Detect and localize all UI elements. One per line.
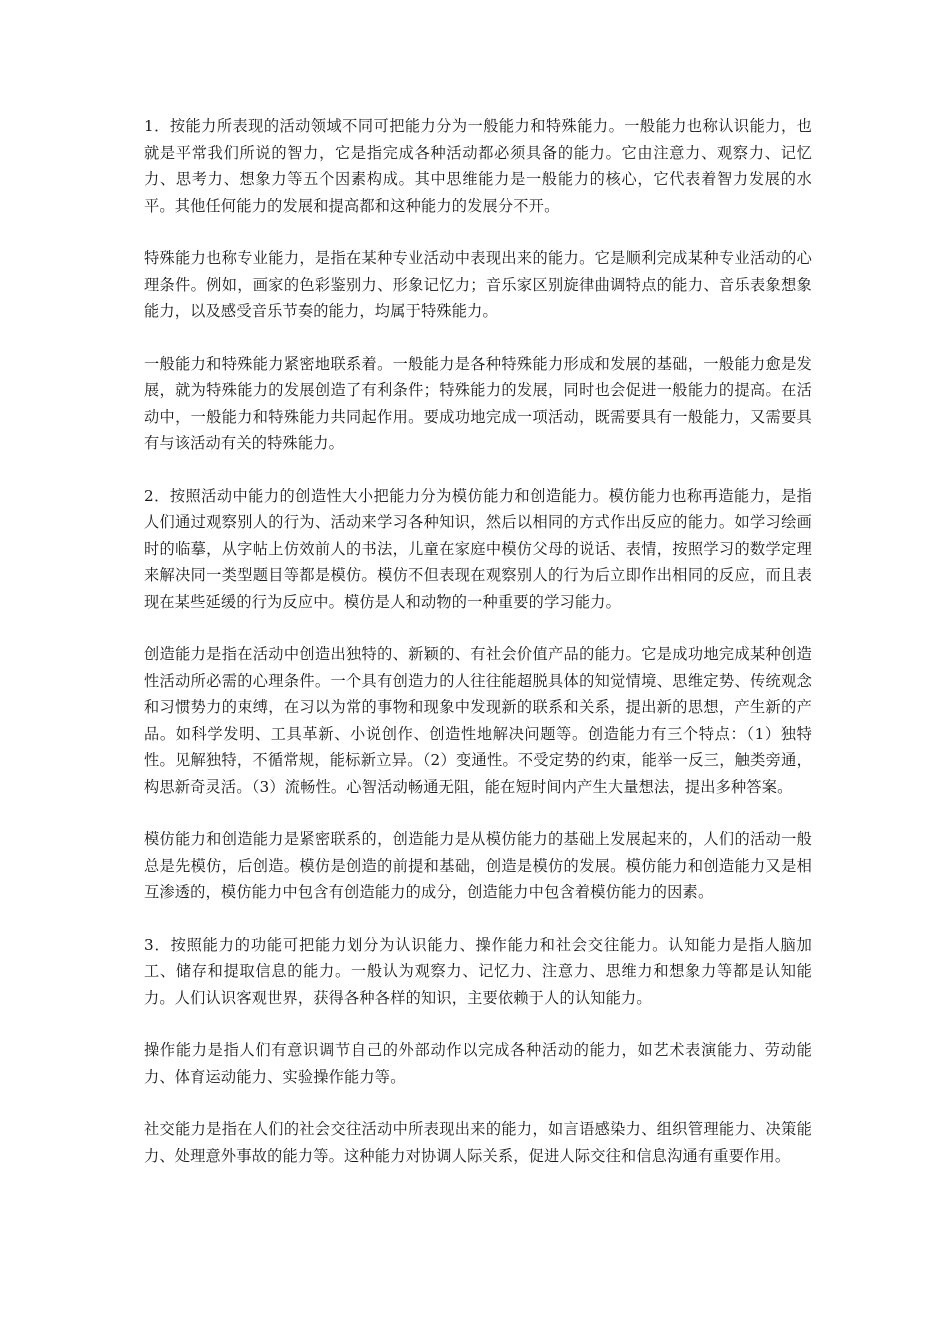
paragraph-special-ability: 特殊能力也称专业能力，是指在某种专业活动中表现出来的能力。它是顺利完成某种专业活动的心理条件。例如，画家的色彩鉴别力、形象记忆力；音乐家区别旋律曲调特点的能力、音乐表象想象能力，以及感受音乐节奏的能力，均属于特殊能力。	[144, 249, 812, 320]
paragraph-imitation-creative-relation: 模仿能力和创造能力是紧密联系的，创造能力是从模仿能力的基础上发展起来的，人们的活动一般总是先模仿，后创造。模仿是创造的前提和基础，创造是模仿的发展。模仿能力和创造能力又是相互渗透的，模仿能力中包含有创造能力的成分，创造能力中包含着模仿能力的因素。	[144, 830, 812, 901]
paragraph-general-special-relation: 一般能力和特殊能力紧密地联系着。一般能力是各种特殊能力形成和发展的基础，一般能力愈是发展，就为特殊能力的发展创造了有利条件；特殊能力的发展，同时也会促进一般能力的提高。在活动中，一般能力和特殊能力共同起作用。要成功地完成一项活动，既需要具有一般能力，又需要具有与该活动有关的特殊能力。	[144, 354, 812, 452]
paragraph-general-and-special-ability: 1．按能力所表现的活动领域不同可把能力分为一般能力和特殊能力。一般能力也称认识能力，也就是平常我们所说的智力，它是指完成各种活动都必须具备的能力。它由注意力、观察力、记忆力、思考力、想象力等五个因素构成。其中思维能力是一般能力的核心，它代表着智力发展的水平。其他任何能力的发展和提高都和这种能力的发展分不开。	[144, 117, 812, 215]
paragraph-social-ability: 社交能力是指在人们的社会交往活动中所表现出来的能力，如言语感染力、组织管理能力、决策能力、处理意外事故的能力等。这种能力对协调人际关系，促进人际交往和信息沟通有重要作用。	[144, 1120, 812, 1165]
paragraph-operational-ability: 操作能力是指人们有意识调节自己的外部动作以完成各种活动的能力，如艺术表演能力、劳动能力、体育运动能力、实验操作能力等。	[144, 1041, 812, 1086]
paragraph-creative-ability: 创造能力是指在活动中创造出独特的、新颖的、有社会价值产品的能力。它是成功地完成某种创造性活动所必需的心理条件。一个具有创造力的人往往能超脱具体的知觉情境、思维定势、传统观念和习惯势力的束缚，在习以为常的事物和现象中发现新的联系和关系，提出新的思想，产生新的产品。如科学发明、工具革新、小说创作、创造性地解决问题等。创造能力有三个特点：（1）独特性。见解独特，不循常规，能标新立异。（2）变通性。不受定势的约束，能举一反三，触类旁通，构思新奇灵活。（3）流畅性。心智活动畅通无阻，能在短时间内产生大量想法，提出多种答案。	[144, 645, 812, 796]
paragraph-imitation-and-creative-ability: 2．按照活动中能力的创造性大小把能力分为模仿能力和创造能力。模仿能力也称再造能力，是指人们通过观察别人的行为、活动来学习各种知识，然后以相同的方式作出反应的能力。如学习绘画时的临摹，从字帖上仿效前人的书法，儿童在家庭中模仿父母的说话、表情，按照学习的数学定理来解决同一类型题目等都是模仿。模仿不但表现在观察别人的行为后立即作出相同的反应，而且表现在某些延缓的行为反应中。模仿是人和动物的一种重要的学习能力。	[144, 486, 812, 611]
document-body	[144, 113, 812, 1195]
paragraph-cognitive-ability: 3．按照能力的功能可把能力划分为认识能力、操作能力和社会交往能力。认知能力是指人脑加工、储存和提取信息的能力。一般认为观察力、记忆力、注意力、思维力和想象力等都是认知能力。人们认识客观世界，获得各种各样的知识，主要依赖于人的认知能力。	[144, 935, 812, 1007]
